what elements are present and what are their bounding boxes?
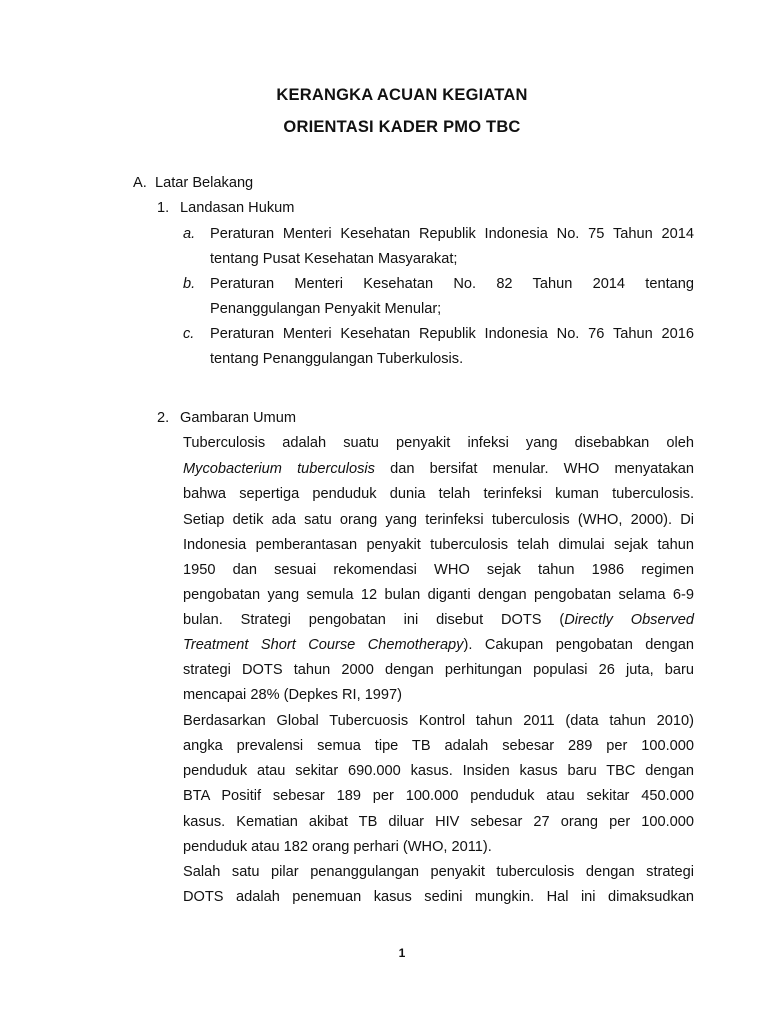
paragraph-1-line-2: Mycobacterium tuberculosis dan bersifat menular. WHO menyatakan (183, 461, 694, 477)
legal-item-c-line-2: tentang Penanggulangan Tuberkulosis. (210, 351, 464, 367)
paragraph-1-line-10: strategi DOTS tahun 2000 dengan perhitungan populasi 26 juta, baru (183, 662, 694, 678)
section-a-marker: A. (133, 175, 147, 191)
paragraph-1-line-5: Indonesia pemberantasan penyakit tuberculosis telah dimulai sejak tahun (183, 537, 694, 553)
legal-item-a-line-1: Peraturan Menteri Kesehatan Republik Indonesia No. 75 Tahun 2014 (210, 226, 694, 242)
subsection-2-heading: Gambaran Umum (180, 410, 296, 426)
section-a-heading: Latar Belakang (155, 175, 254, 191)
paragraph-3-line-1: Salah satu pilar penanggulangan penyakit tuberculosis dengan strategi (183, 864, 694, 880)
paragraph-1-line-6: 1950 dan sesuai rekomendasi WHO sejak tahun 1986 regimen (183, 562, 694, 578)
legal-item-c-marker: c. (183, 326, 195, 342)
page-number: 1 (398, 946, 406, 960)
legal-item-a-marker: a. (183, 226, 196, 242)
paragraph-2-line-6: penduduk atau 182 orang perhari (WHO, 2011). (183, 839, 492, 855)
paragraph-1-line-9: Treatment Short Course Chemotherapy). Cakupan pengobatan dengan (183, 637, 694, 653)
paragraph-1-line-11: mencapai 28% (Depkes RI, 1997) (183, 687, 403, 703)
subsection-1-heading: Landasan Hukum (180, 200, 295, 216)
document-title-line-1: KERANGKA ACUAN KEGIATAN (276, 86, 528, 104)
legal-item-a-line-2: tentang Pusat Kesehatan Masyarakat; (210, 251, 458, 267)
paragraph-1-line-4: Setiap detik ada satu orang yang terinfeksi tuberculosis (WHO, 2000). Di (183, 512, 694, 528)
paragraph-2-line-4: BTA Positif sebesar 189 per 100.000 penduduk atau sekitar 450.000 (183, 788, 694, 804)
paragraph-1-line-7: pengobatan yang semula 12 bulan diganti dengan pengobatan selama 6-9 (183, 587, 694, 603)
paragraph-3-line-2: DOTS adalah penemuan kasus sedini mungkin. Hal ini dimaksudkan (183, 889, 694, 905)
paragraph-1-line-3: bahwa sepertiga penduduk dunia telah terinfeksi kuman tuberculosis. (183, 486, 694, 502)
paragraph-2-line-3: penduduk atau sekitar 690.000 kasus. Insiden kasus baru TBC dengan (183, 763, 694, 779)
subsection-1-marker: 1. (157, 200, 170, 216)
legal-item-b-marker: b. (183, 276, 196, 292)
document-title-line-2: ORIENTASI KADER PMO TBC (283, 118, 521, 136)
legal-item-b-line-2: Penanggulangan Penyakit Menular; (210, 301, 442, 317)
legal-item-c-line-1: Peraturan Menteri Kesehatan Republik Indonesia No. 76 Tahun 2016 (210, 326, 694, 342)
paragraph-1-line-8: bulan. Strategi pengobatan ini disebut DOTS (Directly Observed (183, 612, 694, 628)
paragraph-1-line-1: Tuberculosis adalah suatu penyakit infeksi yang disebabkan oleh (183, 435, 694, 451)
paragraph-2-line-5: kasus. Kematian akibat TB diluar HIV sebesar 27 orang per 100.000 (183, 814, 694, 830)
subsection-2-marker: 2. (157, 410, 170, 426)
paragraph-2-line-1: Berdasarkan Global Tubercuosis Kontrol tahun 2011 (data tahun 2010) (183, 713, 694, 729)
paragraph-2-line-2: angka prevalensi semua tipe TB adalah sebesar 289 per 100.000 (183, 738, 694, 754)
legal-item-b-line-1: Peraturan Menteri Kesehatan No. 82 Tahun 2014 tentang (210, 276, 694, 292)
